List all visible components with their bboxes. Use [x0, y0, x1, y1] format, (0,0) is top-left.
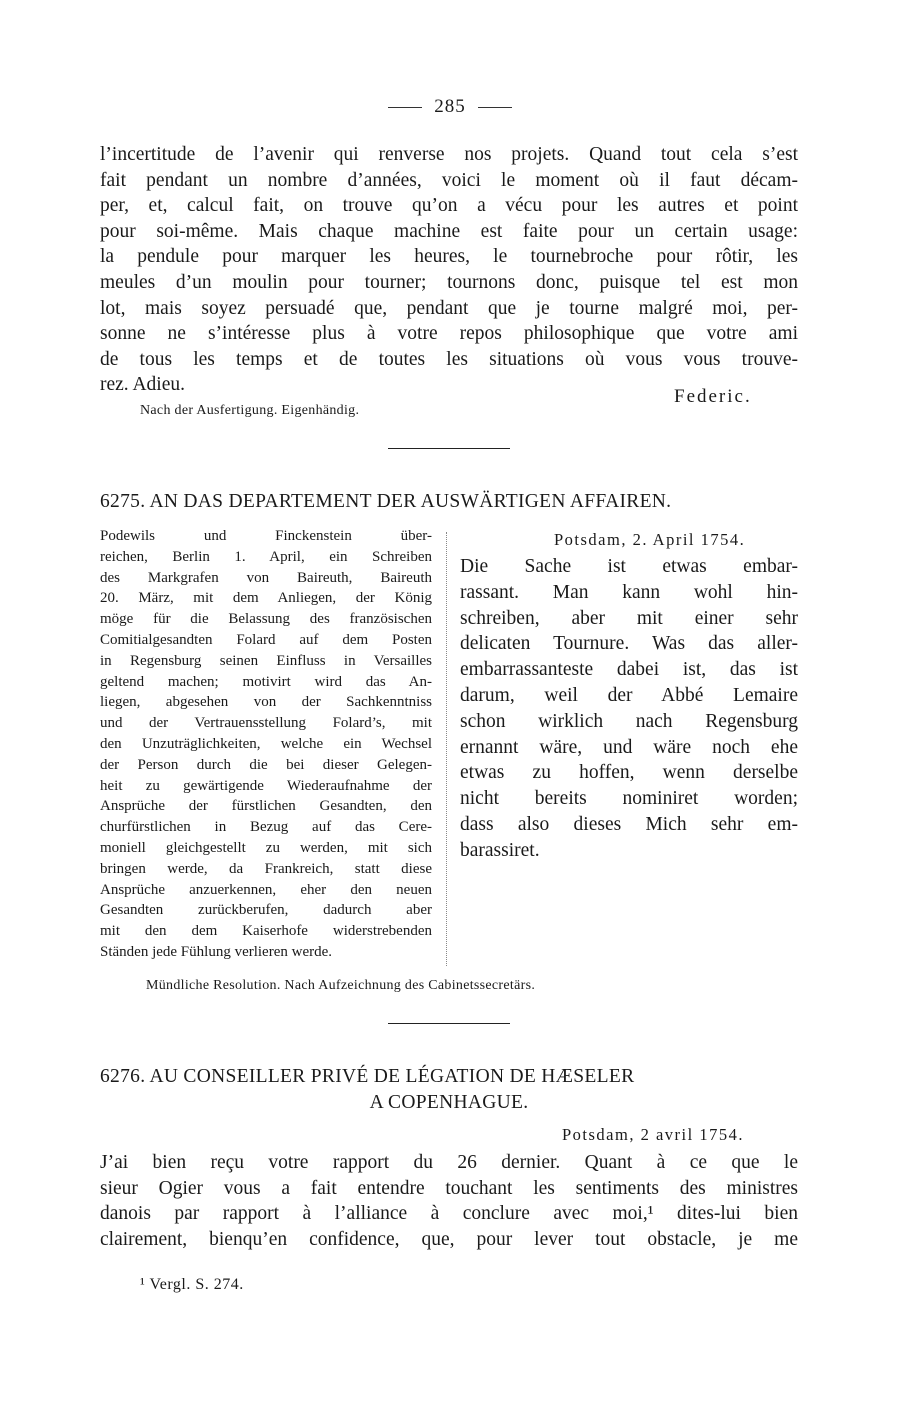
summary-line: 20. März, mit dem Anliegen, der König [100, 590, 432, 607]
source-note: Nach der Ausfertigung. Eigenhändig. [140, 403, 360, 418]
letter-summary [100, 526, 432, 963]
resolution-line: rassant. Man kann wohl hin- [460, 581, 798, 603]
text-line: la pendule pour marquer les heures, le tournebroche pour rôtir, les [100, 246, 798, 268]
resolution-line: Die Sache ist etwas embar- [460, 556, 798, 577]
column-divider [446, 532, 447, 966]
summary-line: in Regensburg seinen Einfluss in Versailles [100, 652, 432, 669]
resolution-line: delicaten Tournure. Was das aller- [460, 633, 798, 655]
summary-line: mit den dem Kaiserhofe widerstrebenden [100, 923, 432, 940]
resolution-line: dass also dieses Mich sehr em- [460, 813, 798, 835]
letter-body [100, 1150, 798, 1252]
summary-line: moniell gleichgestellt zu werden, mit sich [100, 839, 432, 856]
text-line: danois par rapport à l’alliance à conclure avec moi,¹ dites-lui bien [100, 1203, 798, 1225]
text-line: lot, mais soyez persuadé que, pendant que je tourne malgré moi, per- [100, 297, 798, 319]
summary-line: des Markgrafen von Baireuth, Baireuth [100, 569, 432, 586]
text-line: meules d’un moulin pour tourner; tournons donc, puisque tel est mon [100, 271, 798, 293]
summary-line: geltend machen; motivirt wird das An- [100, 673, 432, 690]
source-note: Mündliche Resolution. Nach Aufzeichnung des Cabinetssecretärs. [146, 978, 536, 993]
text-line: per, et, calcul fait, on trouve qu’on a vécu pour les autres et point [100, 195, 798, 217]
text-line: sonne ne s’intéresse plus à votre repos philosophique que votre ami [100, 323, 798, 345]
text-line: sieur Ogier vous a fait entendre touchant les sentiments des ministres [100, 1177, 798, 1199]
text-line: de tous les temps et de toutes les situations où vous vous trouve- [100, 348, 798, 370]
summary-line: liegen, abgesehen von der Sachkenntniss [100, 694, 432, 711]
footnote: ¹ Vergl. S. 274. [140, 1276, 244, 1293]
resolution-line: ernannt wäre, und wäre noch ehe [460, 736, 798, 758]
page-number-dash-left [388, 107, 422, 108]
summary-line: möge für die Belassung des französischen [100, 611, 432, 628]
letter-heading-line-2: A COPENHAGUE. [369, 1092, 529, 1113]
text-line: pour soi-même. Mais chaque machine est faite pour un certain usage: [100, 220, 798, 242]
resolution-line: darum, weil der Abbé Lemaire [460, 684, 798, 706]
summary-line: der Person durch die bei dieser Gelegen- [100, 756, 432, 773]
page-number-dash-right [478, 107, 512, 108]
summary-line: Ständen jede Fühlung verlieren werde. [100, 943, 333, 960]
resolution-line: schon wirklich nach Regensburg [460, 710, 798, 732]
resolution-line: embarrassanteste dabei ist, das ist [460, 659, 798, 681]
summary-line: Ansprüche der fürstlichen Gesandten, den [100, 798, 432, 815]
text-line: fait pendant un nombre d’années, voici le moment où il faut décam- [100, 169, 798, 191]
text-line: clairement, bienqu’en confidence, que, pour lever tout obstacle, je me [100, 1228, 798, 1250]
summary-line: bringen werde, da Frankreich, statt diese [100, 860, 432, 877]
summary-line: Comitialgesandten Folard auf dem Posten [100, 631, 432, 648]
text-line: rez. Adieu. [100, 374, 186, 396]
summary-line: und der Vertrauensstellung Folard’s, mit [100, 715, 432, 732]
dateline: Potsdam, 2 avril 1754. [562, 1125, 744, 1144]
resolution-line: barassiret. [460, 839, 540, 861]
opening-paragraph [100, 142, 798, 398]
signature: Federic. [674, 386, 752, 407]
text-line: l’incertitude de l’avenir qui renverse nos projets. Quand tout cela s’est [100, 144, 798, 165]
summary-line: Gesandten zurückberufen, dadurch aber [100, 902, 432, 919]
letter-heading: 6276. AU CONSEILLER PRIVÉ DE LÉGATION DE HÆSELER [100, 1066, 635, 1087]
dateline: Potsdam, 2. April 1754. [554, 530, 746, 549]
resolution-line: schreiben, aber mit einer sehr [460, 607, 798, 629]
summary-line: churfürstlichen in Bezug auf das Cere- [100, 819, 432, 836]
summary-line: Podewils und Finckenstein über- [100, 528, 432, 544]
page-number [0, 96, 900, 118]
letter-resolution [460, 554, 798, 864]
text-line: J’ai bien reçu votre rapport du 26 dernier. Quant à ce que le [100, 1152, 798, 1173]
letter-heading: 6275. AN DAS DEPARTEMENT DER AUSWÄRTIGEN AFFAIREN. [100, 491, 672, 512]
resolution-line: nicht bereits nominiret worden; [460, 788, 798, 810]
resolution-line: etwas zu hoffen, wenn derselbe [460, 762, 798, 784]
page-number-value: 285 [434, 96, 466, 117]
summary-line: den Unzuträglichkeiten, welche ein Wechsel [100, 735, 432, 752]
section-divider [388, 448, 510, 449]
summary-line: Ansprüche anzuerkennen, eher den neuen [100, 881, 432, 898]
section-divider [388, 1023, 510, 1024]
summary-line: reichen, Berlin 1. April, ein Schreiben [100, 548, 432, 565]
summary-line: heit zu gewärtigende Wiederaufnahme der [100, 777, 432, 794]
